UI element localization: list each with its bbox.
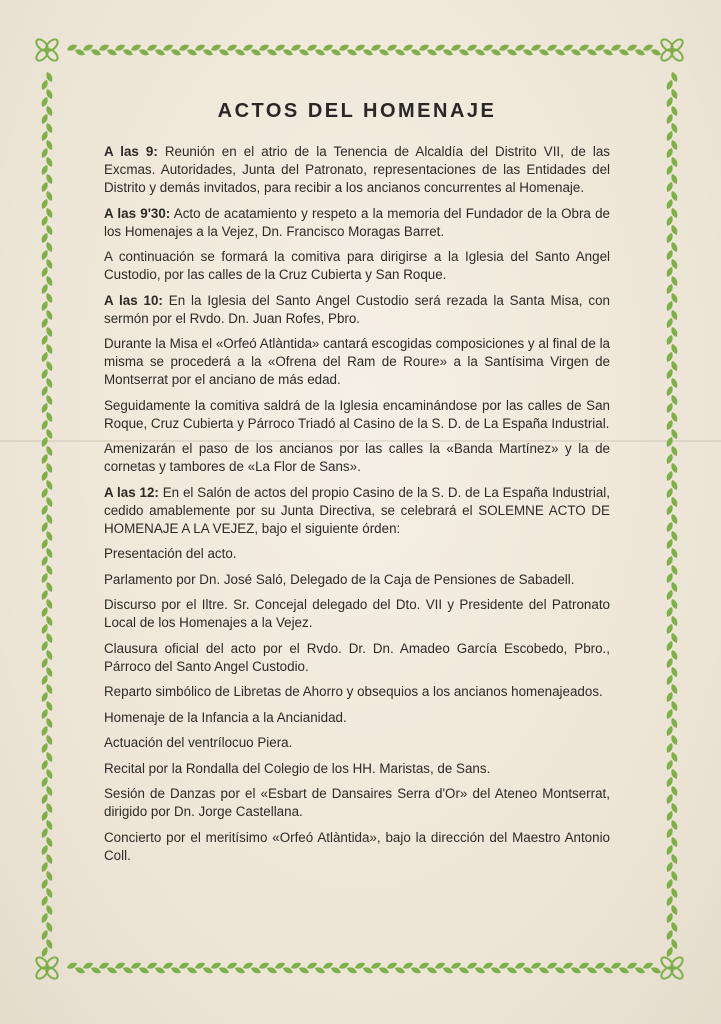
leaf-icon [665,691,674,703]
leaf-icon [40,555,49,567]
program-item [104,640,610,676]
program-item [104,397,610,433]
leaf-icon [665,504,674,516]
item-text: Recital por la Rondalla del Colegio de los HH. Maristas, de Sans. [104,760,491,776]
leaf-icon [40,487,49,499]
leaf-icon [665,572,674,584]
leaf-icon [665,164,674,176]
leaf-icon [665,589,674,601]
time-label: A las 9'30: [104,205,171,221]
leaf-icon [665,521,674,533]
program-item [104,484,610,538]
item-text: Homenaje de la Infancia a la Ancianidad. [104,709,347,725]
leaf-icon [665,419,674,431]
leaf-icon [665,300,674,312]
leaf-icon [40,317,49,329]
leaf-icon [40,470,49,482]
program-item [104,596,610,632]
leaf-icon [665,929,674,941]
leaf-icon [665,113,674,125]
leaf-icon [40,946,49,958]
leaf-icon [40,776,49,788]
item-text: Amenizarán el paso de los ancianos por las calles la «Banda Martínez» y la de cornetas y tambores de «La Flor de Sans». [104,441,610,474]
leaf-icon [40,130,49,142]
document-body [104,100,610,872]
program-item [104,571,610,589]
leaf-icon [40,79,49,91]
leaf-icon [40,793,49,805]
leaf-icon [665,351,674,363]
leaf-icon [40,351,49,363]
program-item [104,760,610,778]
leaf-icon [665,555,674,567]
program-item [104,785,610,821]
leaf-icon [40,198,49,210]
leaf-icon [40,300,49,312]
leaf-icon [665,181,674,193]
leaf-icon [665,266,674,278]
time-label: A las 9: [104,144,158,159]
leaf-icon [665,725,674,737]
leaf-icon [40,436,49,448]
time-label: A las 12: [104,484,159,500]
leaf-icon [40,504,49,516]
program-item [104,709,610,727]
leaf-icon [40,419,49,431]
program-item [104,205,610,241]
program-item [104,545,610,563]
item-text: En el Salón de actos del propio Casino de la S. D. de La España Industrial, cedido amablemente por su Junta Directiva, se celebrará el SOLEMNE ACTO DE HOMENAJE A LA VEJEZ, bajo el siguiente órden: [104,484,610,536]
leaf-icon [650,48,662,57]
leaf-icon [40,861,49,873]
program-item [104,683,610,701]
leaf-icon [665,317,674,329]
leaf-icon [665,96,674,108]
leaf-icon [650,966,662,975]
leaf-icon [665,487,674,499]
program-item [104,440,610,476]
leaf-icon [40,334,49,346]
leaf-icon [665,674,674,686]
leaf-icon [40,385,49,397]
leaf-icon [40,844,49,856]
leaf-icon [665,912,674,924]
item-text: Reparto simbólico de Libretas de Ahorro y obsequios a los ancianos homenajeados. [104,684,603,699]
leaf-icon [665,759,674,771]
item-text: Durante la Misa el «Orfeó Atlàntida» cantará escogidas composiciones y al final de la misma se procederá a la «Ofrena del Ram de Roure» a la Santísima Virgen de Montserrat por el anciano de más edad. [104,336,610,387]
leaf-icon [40,589,49,601]
leaf-icon [665,130,674,142]
leaf-icon [40,742,49,754]
flower-ornament-icon [659,955,684,980]
leaf-icon [665,334,674,346]
leaf-icon [40,402,49,414]
leaf-icon [40,181,49,193]
item-text: Discurso por el Iltre. Sr. Concejal delegado del Dto. VII y Presidente del Patronato Local de los Homenajes a la Vejez. [104,597,610,630]
leaf-icon [665,946,674,958]
leaf-icon [665,198,674,210]
leaf-icon [40,759,49,771]
leaf-icon [40,657,49,669]
leaf-icon [40,266,49,278]
program-item [104,292,610,328]
leaf-icon [665,827,674,839]
program-item [104,734,610,752]
leaf-icon [665,249,674,261]
leaf-icon [665,147,674,159]
leaf-icon [665,742,674,754]
item-text: Presentación del acto. [104,546,237,561]
leaf-icon [40,725,49,737]
item-text: Seguidamente la comitiva saldrá de la Iglesia encaminándose por las calles de San Roque, Cruz Cubierta y Párroco Triadó al Casino de la S. D. de La España Industrial. [104,397,610,431]
leaf-icon [40,691,49,703]
leaf-icon [665,79,674,91]
leaf-icon [40,521,49,533]
leaf-icon [40,674,49,686]
leaf-icon [665,453,674,465]
leaf-icon [665,895,674,907]
leaf-icon [665,232,674,244]
leaf-icon [665,538,674,550]
leaf-icon [40,606,49,618]
leaf-icon [665,810,674,822]
time-label: A las 10: [104,292,163,308]
leaf-icon [665,844,674,856]
leaf-icon [40,96,49,108]
leaf-icon [665,878,674,890]
leaf-icon [665,436,674,448]
page-title: ACTOS DEL HOMENAJE [217,100,497,122]
item-text: Acto de acatamiento y respeto a la memoria del Fundador de la Obra de los Homenajes a la Vejez, Dn. Francisco Moragas Barret. [104,205,611,239]
item-text: Sesión de Danzas por el «Esbart de Dansaires Serra d'Or» del Ateneo Montserrat, dirigido por Dn. Jorge Castellana. [104,786,610,819]
leaf-icon [665,657,674,669]
leaf-icon [40,810,49,822]
program-item [104,143,610,197]
leaf-icon [40,368,49,380]
leaf-icon [665,623,674,635]
leaf-icon [40,453,49,465]
item-text: Parlamento por Dn. José Saló, Delegado de la Caja de Pensiones de Sabadell. [104,571,575,587]
leaf-icon [665,776,674,788]
program-item [104,829,610,865]
leaf-icon [665,708,674,720]
leaf-icon [40,147,49,159]
program-list [104,143,610,865]
leaf-icon [665,215,674,227]
item-text: Concierto por el meritísimo «Orfeó Atlàntida», bajo la dirección del Maestro Antonio Coll. [104,829,610,863]
leaf-icon [665,861,674,873]
leaf-icon [40,708,49,720]
leaf-icon [665,385,674,397]
leaf-icon [40,929,49,941]
item-text: En la Iglesia del Santo Angel Custodio será rezada la Santa Misa, con sermón por el Rvdo. Dn. Juan Rofes, Pbro. [104,292,610,326]
leaf-icon [40,912,49,924]
leaf-icon [40,164,49,176]
leaf-icon [665,640,674,652]
item-text: Reunión en el atrio de la Tenencia de Alcaldía del Distrito VII, de las Excmas. Autoridades, Junta del Patronato, representaciones de las Entidades del Distrito y demás invitados, para recibir a los ancianos concurrentes al Homenaje. [104,144,610,195]
leaf-icon [665,470,674,482]
leaf-icon [665,793,674,805]
leaf-icon [40,895,49,907]
leaf-icon [665,368,674,380]
leaf-icon [40,232,49,244]
item-text: Actuación del ventrílocuo Piera. [104,735,293,750]
leaf-icon [665,402,674,414]
flower-ornament-icon [34,37,59,62]
leaf-icon [40,249,49,261]
item-text: Clausura oficial del acto por el Rvdo. Dr. Dn. Amadeo García Escobedo, Pbro., Párroco del Santo Angel Custodio. [104,640,610,674]
leaf-icon [40,215,49,227]
flower-ornament-icon [659,37,684,62]
leaf-icon [40,572,49,584]
program-item [104,335,610,389]
leaf-icon [665,283,674,295]
leaf-icon [40,113,49,125]
leaf-icon [40,878,49,890]
leaf-icon [665,606,674,618]
leaf-icon [40,623,49,635]
leaf-icon [40,538,49,550]
leaf-icon [40,640,49,652]
item-text: A continuación se formará la comitiva para dirigirse a la Iglesia del Santo Angel Custodio, por las calles de la Cruz Cubierta y San Roque. [104,249,610,282]
flower-ornament-icon [34,955,59,980]
leaf-icon [40,827,49,839]
program-item [104,248,610,284]
leaf-icon [40,283,49,295]
